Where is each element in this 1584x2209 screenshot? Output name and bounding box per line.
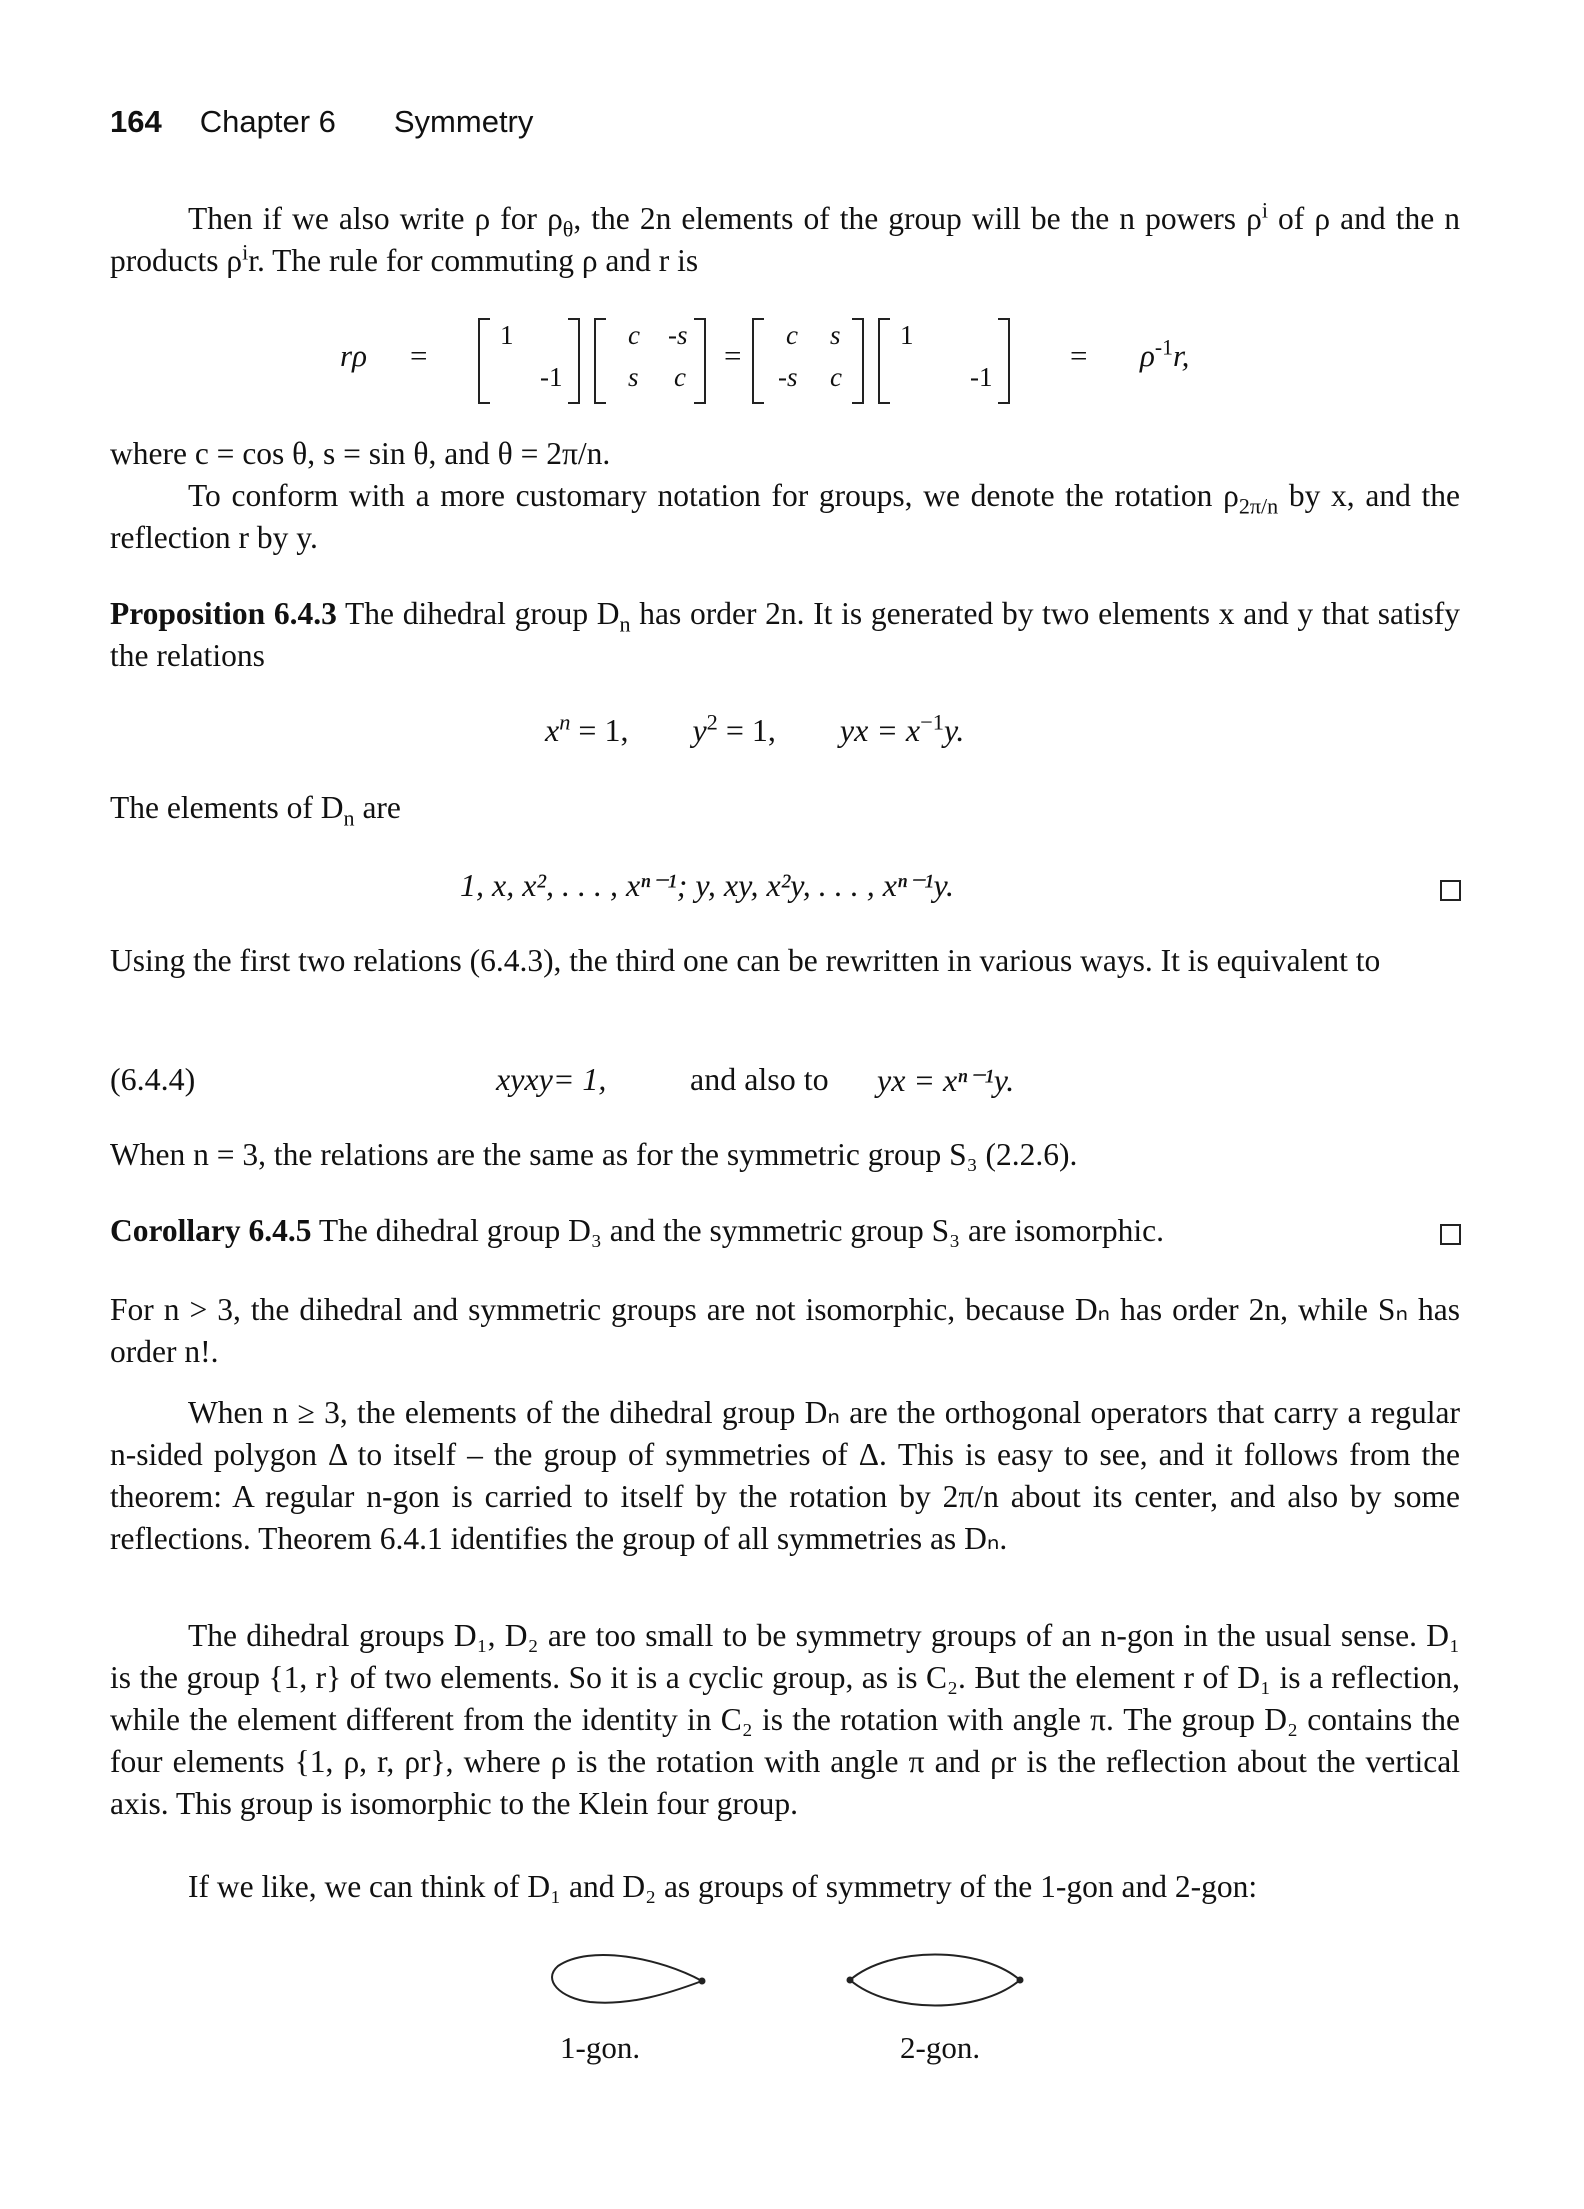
proposition-6-4-3: Proposition 6.4.3 The dihedral group $D_n$ has order 2n. It is generated by two elements x and y that satisfy the relations — [110, 596, 1461, 673]
one-gon-figure — [530, 1938, 730, 2018]
paragraph-small-dihedral: The dihedral groups D₁, D₂ are too small to be symmetry groups of an n-gon in the usual sense. D₁ is the group {1, r} of two elements. So it is a cyclic group, as is C₂. But the element r of D₁ is a reflection, while the element different from the identity in C₂ is the rotation with angle π. The group D₂ contains the four elements {1, ρ, r, ρr}, where ρ is the rotation with angle π and ρr is the reflection about the vertical axis. This group is isomorphic to the Klein four group. — [110, 1618, 1460, 1821]
equation-6-4-4-mid: and also to — [690, 1061, 829, 1097]
two-gon-vertex-left — [847, 1977, 854, 1984]
two-gon-caption: 2-gon. — [900, 2030, 981, 2065]
matrix-1-right-bracket — [568, 318, 580, 404]
paragraph-1gon-2gon: If we like, we can think of D₁ and D₂ as groups of symmetry of the 1-gon and 2-gon: — [188, 1869, 1258, 1904]
matrix-2-left-bracket — [594, 318, 606, 404]
matrix-3-right-bracket — [852, 318, 864, 404]
elements-list: 1, x, x², . . . , xⁿ⁻¹; y, xy, x²y, . . . , xⁿ⁻¹y. — [460, 867, 954, 903]
elements-intro: The elements of $D_n$ are — [110, 790, 401, 831]
page-number: 164 — [110, 104, 162, 139]
intro-paragraph: Then if we also write ρ for $\rho_\theta$, the 2n elements of the group will be the n powers $\rho^i$ of ρ and the n products $\rho^ir$. The rule for commuting ρ and r is — [110, 197, 1461, 278]
matrix-2-right-bracket — [694, 318, 706, 404]
one-gon-vertex — [699, 1978, 706, 1985]
matrix-4-right-bracket — [998, 318, 1010, 404]
matrix-1-left-bracket — [478, 318, 490, 404]
corollary-label: Corollary 6.4.5 — [110, 1213, 312, 1248]
section-label: Symmetry — [393, 104, 534, 139]
matrix-3-left-bracket — [752, 318, 764, 404]
chapter-label: Chapter 6 — [199, 104, 336, 139]
equation-6-4-4-left: xyxy= 1, — [496, 1061, 607, 1097]
two-gon-shape — [850, 1955, 1020, 2006]
one-gon-caption: 1-gon. — [560, 2030, 641, 2065]
paragraph-regular-polygon: When n ≥ 3, the elements of the dihedral group Dₙ are the orthogonal operators that carry a regular n-sided polygon Δ to itself – the group of symmetries of Δ. This is easy to see, and it follows from the theorem: A regular n-gon is carried to itself by the rotation by 2π/n about its center, and also by some reflections. Theorem 6.4.1 identifies the group of all symmetries as Dₙ. — [110, 1395, 1460, 1556]
proposition-label: Proposition 6.4.3 — [110, 596, 337, 631]
notation-paragraph: To conform with a more customary notation for groups, we denote the rotation $\rho_{2\pi/n}$ by x, and the reflection r by y. — [110, 478, 1461, 555]
equation-6-4-4-right: yx = xⁿ⁻¹y. — [877, 1062, 1015, 1098]
one-gon-shape — [552, 1955, 702, 2003]
where-line: where c = cos θ, s = sin θ, and θ = 2π/n. — [110, 436, 611, 471]
paragraph-n-greater-3: For n > 3, the dihedral and symmetric groups are not isomorphic, because Dₙ has order 2n, while Sₙ has order n!. — [110, 1292, 1460, 1369]
qed-box-icon — [1440, 880, 1461, 901]
equation-label-6-4-4: (6.4.4) — [110, 1061, 196, 1097]
two-gon-figure — [840, 1938, 1040, 2018]
relations-equation: $x^n = 1$, $y^2 = 1$, yx = $x^{-1}y$. — [545, 709, 965, 748]
running-header — [110, 104, 533, 140]
using-paragraph: Using the first two relations (6.4.3), the third one can be rewritten in various ways. It is equivalent to — [110, 943, 1381, 978]
matrix-4-left-bracket — [878, 318, 890, 404]
corollary-6-4-5: Corollary 6.4.5 The dihedral group D₃ and the symmetric group S₃ are isomorphic. — [110, 1213, 1164, 1248]
qed-box-icon — [1440, 1224, 1461, 1245]
when-n-3-line: When n = 3, the relations are the same as for the symmetric group S₃ (2.2.6). — [110, 1137, 1078, 1172]
two-gon-vertex-right — [1017, 1977, 1024, 1984]
